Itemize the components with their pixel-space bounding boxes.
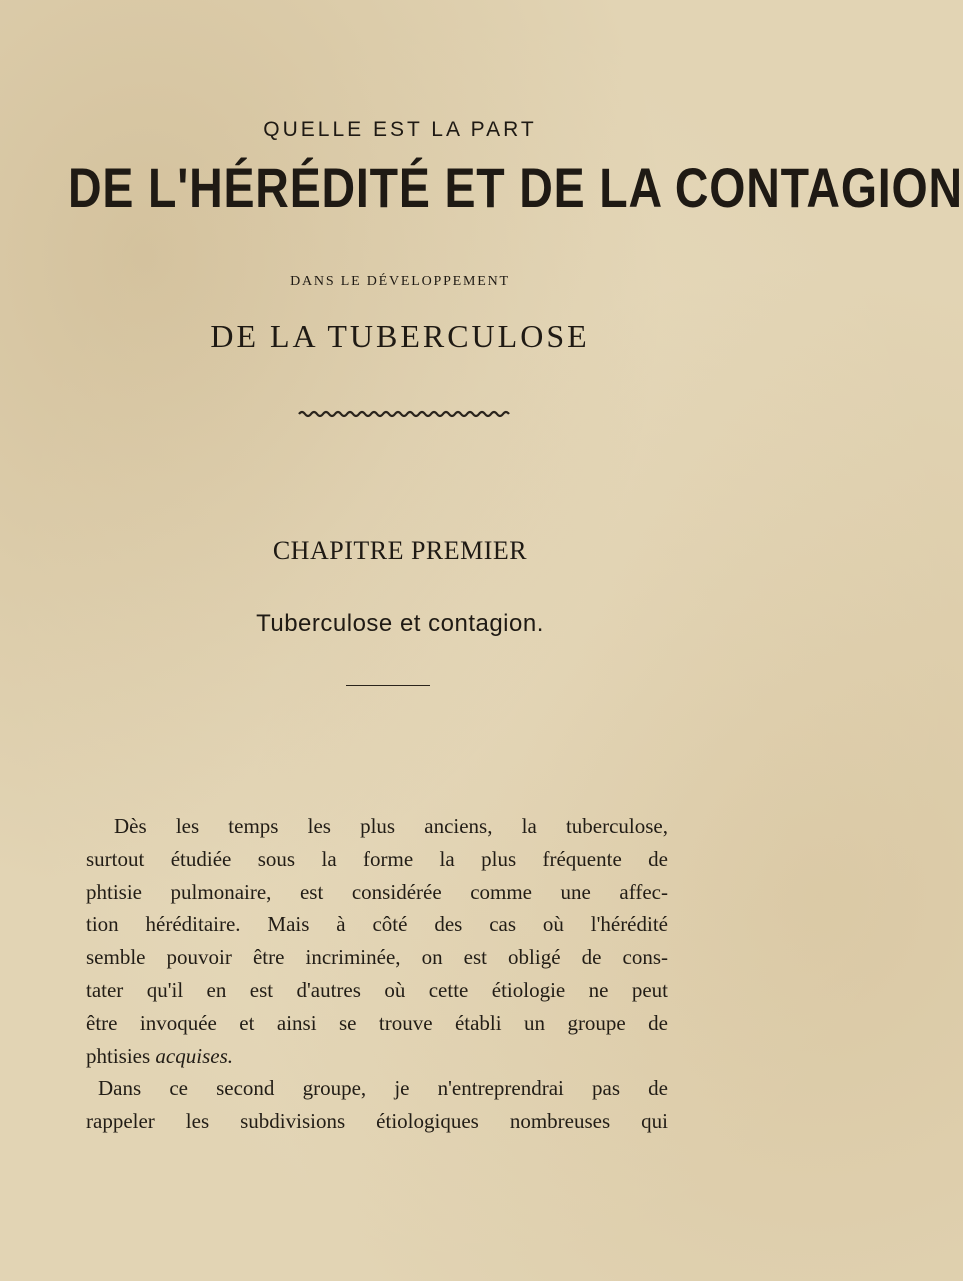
text-line-2: surtout étudiée sous la forme la plus fréquente de xyxy=(86,846,668,871)
title-line-3: DANS LE DÉVELOPPEMENT xyxy=(290,274,510,289)
chapter-subtitle: Tuberculose et contagion. xyxy=(256,610,544,637)
text-line-8-prefix: phtisies xyxy=(86,1043,156,1068)
text-line-4: tion héréditaire. Mais à côté des cas où l'hérédité xyxy=(86,912,668,937)
text-line-1: Dès les temps les plus anciens, la tuberculose, xyxy=(114,814,668,838)
chapter-title: CHAPITRE PREMIER xyxy=(272,536,528,565)
text-line-3: phtisie pulmonaire, est considérée comme une affec- xyxy=(86,879,668,904)
text-line-6: tater qu'il en est d'autres où cette étiologie ne peut xyxy=(86,977,668,1002)
text-line-10: rappeler les subdivisions étiologiques nombreuses qui xyxy=(86,1109,668,1134)
text-line-8 xyxy=(86,1040,668,1073)
title-line-1: QUELLE EST LA PART xyxy=(263,118,537,141)
title-line-2: DE L'HÉRÉDITÉ ET DE LA CONTAGION xyxy=(68,156,963,219)
short-rule-divider xyxy=(346,685,430,686)
text-line-7: être invoquée et ainsi se trouve établi un groupe de xyxy=(86,1010,668,1035)
text-line-5: semble pouvoir être incriminée, on est obligé de cons- xyxy=(86,945,668,970)
text-line-8-italic: acquises. xyxy=(155,1043,233,1068)
title-line-4: DE LA TUBERCULOSE xyxy=(210,318,590,354)
body-paragraph xyxy=(86,810,668,1138)
ornamental-divider xyxy=(299,409,509,419)
text-line-9: Dans ce second groupe, je n'entreprendrai pas de xyxy=(98,1076,668,1101)
